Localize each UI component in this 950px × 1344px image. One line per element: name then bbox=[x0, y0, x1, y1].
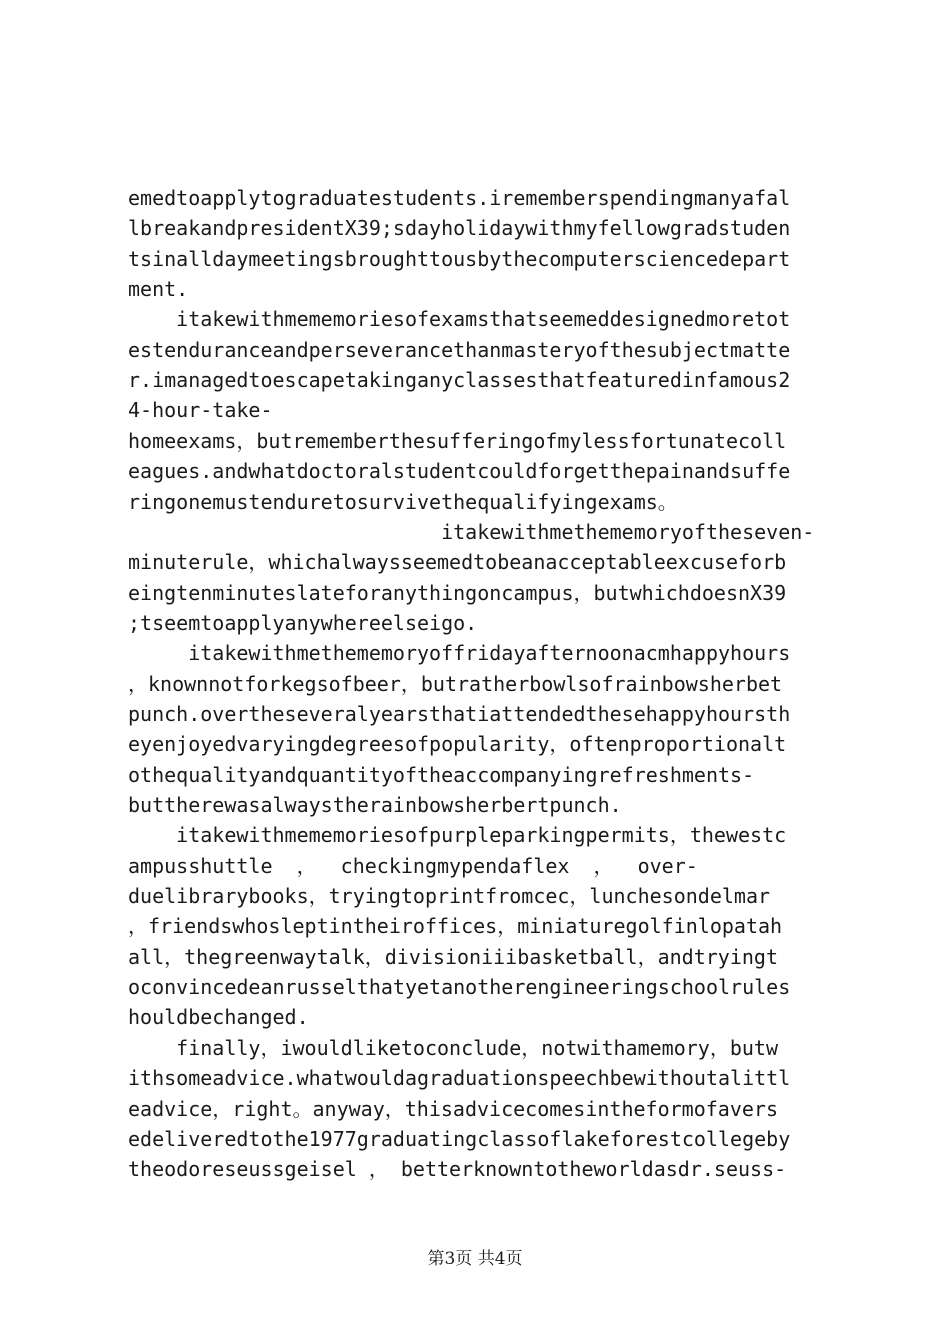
text-line: theodoreseussgeisel ， betterknowntotheworldasdr.seuss- bbox=[128, 1157, 787, 1182]
text-line: eingtenminuteslateforanythingoncampus，butwhichdoesnX39 bbox=[128, 580, 787, 605]
text-line: oconvincedeanrusselthatyetanotherengineeringschoolrules bbox=[128, 975, 791, 1000]
text-line: r.imanagedtoescapetakinganyclassesthatfeaturedinfamous2 bbox=[128, 368, 791, 393]
text-line: itakewithmememoriesofpurpleparkingpermits，thewestc bbox=[128, 823, 787, 848]
text-line: eyenjoyedvaryingdegreesofpopularity，oftenproportionalt bbox=[128, 732, 787, 757]
text-line: itakewithmememoriesofexamsthatseemeddesignedmoretot bbox=[128, 307, 791, 332]
text-line: othequalityandquantityoftheaccompanyingrefreshments- bbox=[128, 762, 755, 787]
text-line: finally，iwouldliketoconclude，notwithamemory，butw bbox=[128, 1035, 779, 1060]
text-line: eagues.andwhatdoctoralstudentcouldforgetthepainandsuffe bbox=[128, 459, 791, 484]
page-footer: 第3页 共4页 bbox=[427, 1249, 523, 1269]
text-line: punch.overtheseveralyearsthatiattendedthesehappyhoursth bbox=[128, 701, 791, 726]
text-line: 4-hour-take- bbox=[128, 398, 273, 423]
text-line: estenduranceandperseverancethanmasteryofthesubjectmatte bbox=[128, 337, 791, 362]
text-line: minuterule，whichalwaysseemedtobeanacceptableexcuseforb bbox=[128, 550, 787, 575]
text-line: lbreakandpresidentX39;sdayholidaywithmyfellowgradstuden bbox=[128, 216, 791, 241]
text-line: ringonemustenduretosurvivethequalifyingexams。 bbox=[128, 489, 678, 514]
text-line: ment. bbox=[128, 277, 189, 302]
text-line: ampusshuttle ， checkingmypendaflex ， over- bbox=[128, 853, 698, 878]
text-line: ，knownnotforkegsofbeer，butratherbowlsofrainbowsherbet bbox=[128, 671, 783, 696]
text-line: all，thegreenwaytalk，divisioniiibasketball，andtryingt bbox=[128, 944, 779, 969]
text-line: homeexams，butrememberthesufferingofmylessfortunatecoll bbox=[128, 428, 787, 453]
text-line: ithsomeadvice.whatwouldagraduationspeechbewithoutalittl bbox=[128, 1066, 791, 1091]
text-line: duelibrarybooks，tryingtoprintfromcec，lunchesondelmar bbox=[128, 884, 771, 909]
text-line: eadvice，right。anyway，thisadvicecomesintheformofavers bbox=[128, 1096, 779, 1121]
text-line: ，friendswhosleptintheiroffices，miniaturegolfinlopatah bbox=[128, 914, 783, 939]
text-line: emedtoapplytograduatestudents.irememberspendingmanyafal bbox=[128, 186, 791, 210]
text-line: edeliveredtothe1977graduatingclassoflakeforestcollegeby bbox=[128, 1126, 791, 1151]
text-line: itakewithmethememoryoftheseven- bbox=[128, 519, 815, 544]
text-line: ;tseemtoapplyanywhereelseigo. bbox=[128, 610, 478, 635]
text-line: itakewithmethememoryoffridayafternoonacmhappyhours bbox=[128, 641, 791, 666]
text-line: tsinalldaymeetingsbroughttousbythecomputersciencedepart bbox=[128, 246, 791, 271]
text-line: buttherewasalwaystherainbowsherbertpunch. bbox=[128, 793, 622, 817]
text-line: houldbechanged. bbox=[128, 1005, 309, 1030]
